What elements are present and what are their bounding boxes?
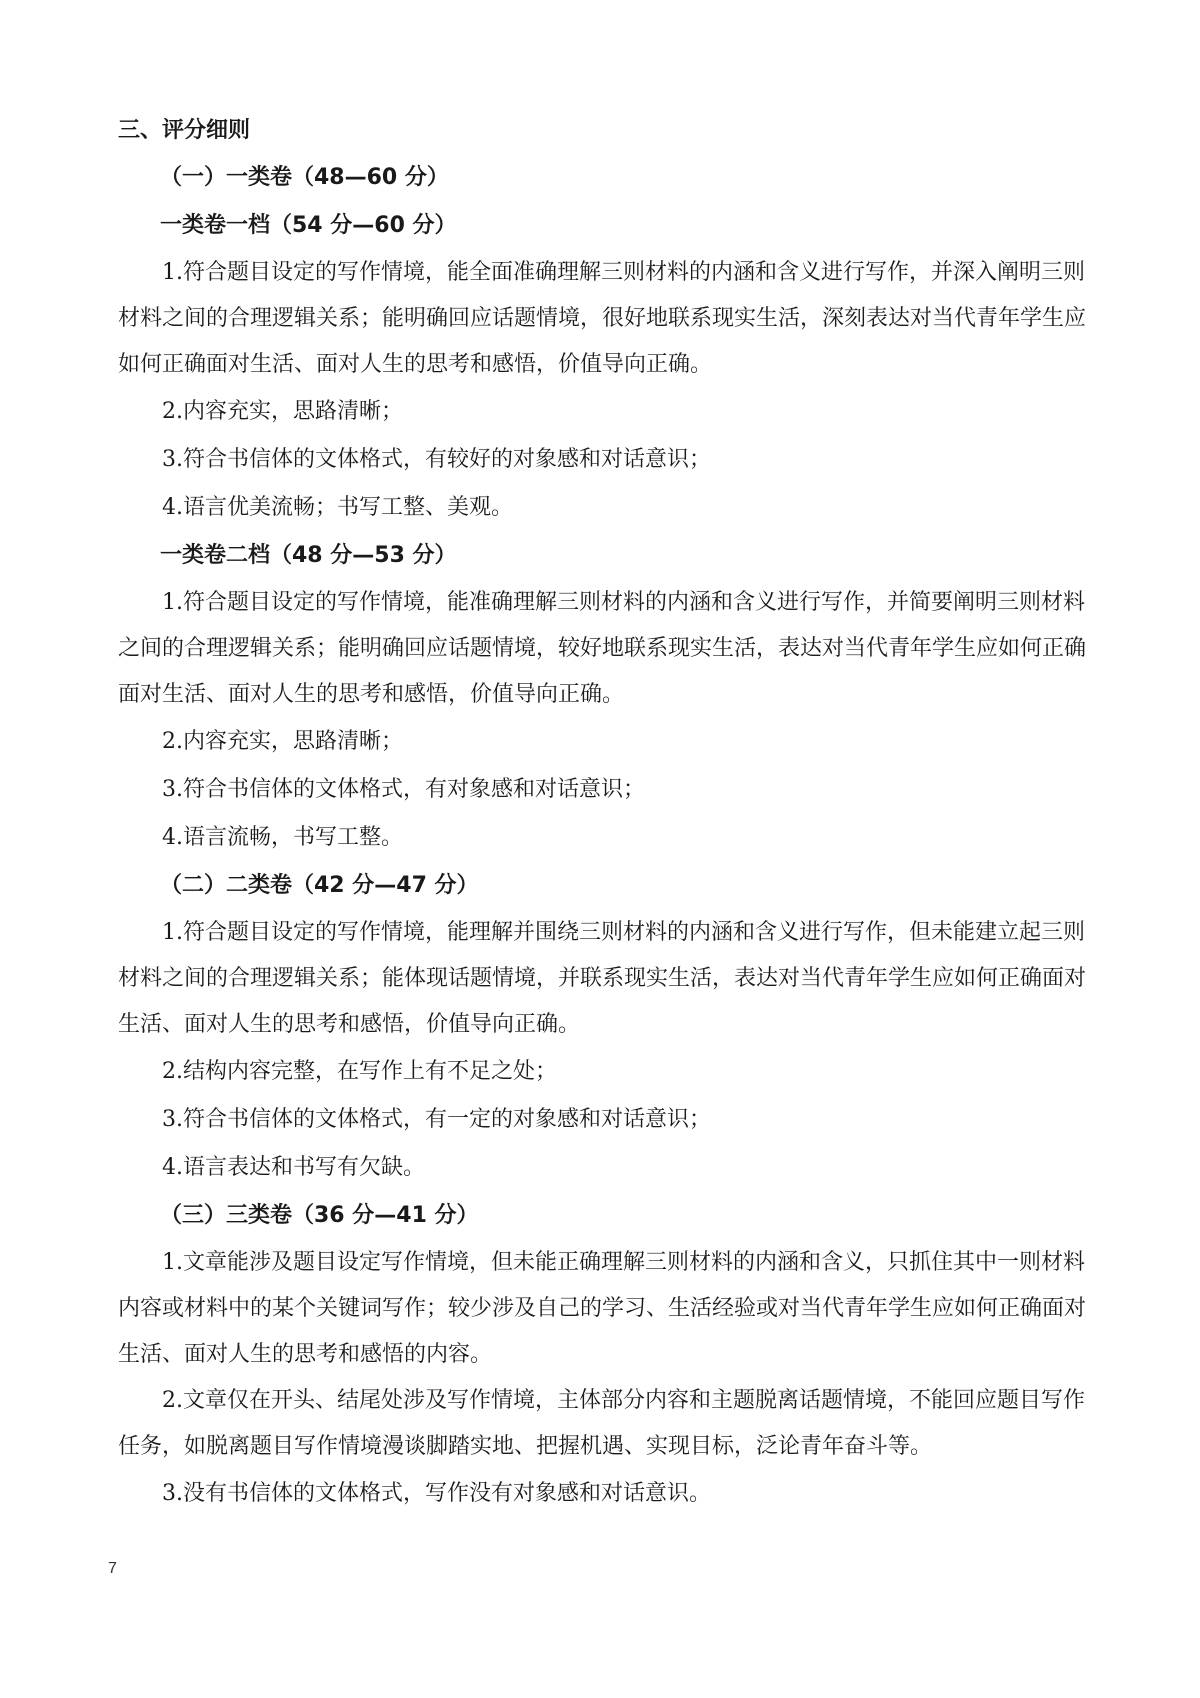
- level-1-1-item-2: 2.内容充实，思路清晰；: [162, 399, 403, 424]
- category-3-item-2: 2.文章仅在开头、结尾处涉及写作情境，主体部分内容和主题脱离话题情境，不能回应题目写作任务，如脱离题目写作情境漫谈脚踏实地、把握机遇、实现目标，泛论青年奋斗等。: [118, 1388, 1085, 1459]
- level-1-1-item-1: 1.符合题目设定的写作情境，能全面准确理解三则材料的内涵和含义进行写作，并深入阐明三则材料之间的合理逻辑关系；能明确回应话题情境，很好地联系现实生活，深刻表达对当代青年学生应如何正确面对生活、面对人生的思考和感悟，价值导向正确。: [118, 260, 1087, 377]
- level-1-2-item-4: 4.语言流畅，书写工整。: [162, 825, 403, 850]
- level-1-2-item-1: 1.符合题目设定的写作情境，能准确理解三则材料的内涵和含义进行写作，并简要阐明三则材料之间的合理逻辑关系；能明确回应话题情境，较好地联系现实生活，表达对当代青年学生应如何正确面对生活、面对人生的思考和感悟，价值导向正确。: [118, 590, 1087, 707]
- level-1-1-item-3: 3.符合书信体的文体格式，有较好的对象感和对话意识；: [162, 447, 711, 472]
- level-1-1-item-4: 4.语言优美流畅；书写工整、美观。: [162, 495, 513, 520]
- level-1-2-item-2: 2.内容充实，思路清晰；: [162, 729, 403, 754]
- section-title: 三、评分细则: [118, 118, 251, 143]
- category-2-title: （二）二类卷（42 分—47 分）: [160, 873, 479, 898]
- category-3-title: （三）三类卷（36 分—41 分）: [160, 1203, 479, 1228]
- page-number: 7: [108, 1560, 117, 1577]
- level-1-2-title: 一类卷二档（48 分—53 分）: [160, 543, 457, 568]
- category-2-item-4: 4.语言表达和书写有欠缺。: [162, 1155, 425, 1180]
- category-3-item-1: 1.文章能涉及题目设定写作情境，但未能正确理解三则材料的内涵和含义，只抓住其中一则材料内容或材料中的某个关键词写作；较少涉及自己的学习、生活经验或对当代青年学生应如何正确面对生活、面对人生的思考和感悟的内容。: [118, 1250, 1087, 1367]
- category-2-item-1: 1.符合题目设定的写作情境，能理解并围绕三则材料的内涵和含义进行写作，但未能建立起三则材料之间的合理逻辑关系；能体现话题情境，并联系现实生活，表达对当代青年学生应如何正确面对生活、面对人生的思考和感悟，价值导向正确。: [118, 920, 1087, 1037]
- category-1-title: （一）一类卷（48—60 分）: [160, 165, 449, 190]
- page-content: [118, 108, 1098, 1518]
- category-2-item-2: 2.结构内容完整，在写作上有不足之处；: [162, 1059, 557, 1084]
- level-1-2-item-3: 3.符合书信体的文体格式，有对象感和对话意识；: [162, 777, 645, 802]
- level-1-1-title: 一类卷一档（54 分—60 分）: [160, 213, 457, 238]
- category-3-item-3: 3.没有书信体的文体格式，写作没有对象感和对话意识。: [162, 1481, 711, 1506]
- category-2-item-3: 3.符合书信体的文体格式，有一定的对象感和对话意识；: [162, 1107, 711, 1132]
